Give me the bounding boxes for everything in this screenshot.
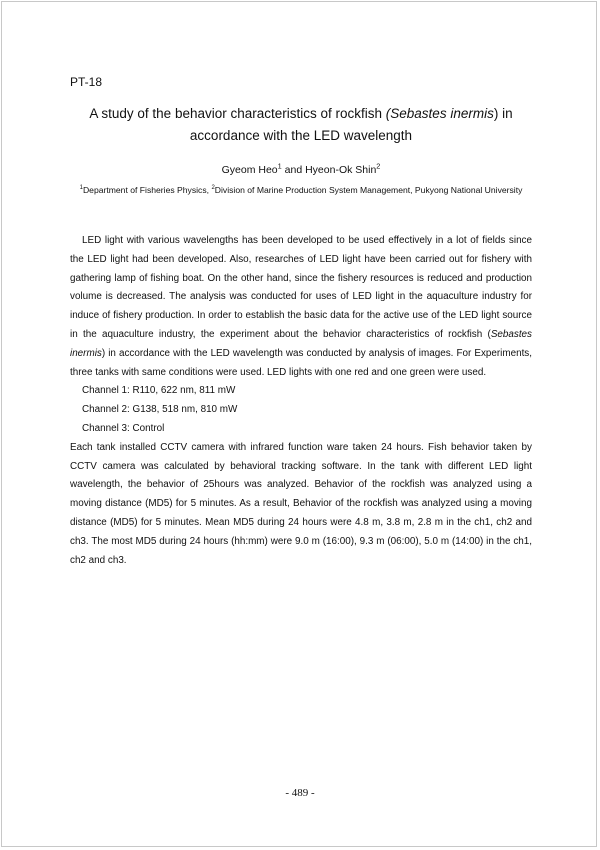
abstract-body (70, 232, 532, 570)
abstract-text: LED light with various wavelengths has been developed to be used effectively in a lot of fields since the LED light had been developed. Also, researches of LED light have been carried out for fishery with gathering lamp of fishing boat. On the other hand, since the fishery resources is reduced and production volume is decreased. The analysis was conducted for uses of LED light in the aquaculture industry for induce of fishery production. In order to establish the basic data for the active use of the LED light source in the aquaculture industry, the experiment about the behavior characteristics of rockfish ( (70, 235, 532, 340)
abstract-text-cont: ) in accordance with the LED wavelength was conducted by analysis of images. For Experiments, three tanks with same conditions were used. LED lights with one red and one green were used. (70, 347, 532, 378)
author-line (70, 161, 532, 176)
paper-title (60, 103, 542, 147)
title-species: (Sebastes inermis (385, 106, 494, 121)
abstract-paragraph-2: Each tank installed CCTV camera with infrared function ware taken 24 hours. Fish behavior taken by CCTV camera was calculated by behavioral tracking software. In the tank with different LED light wavelength, the behavior of 25hours was analyzed. Behavior of the rockfish was analyzed using a moving distance (MD5) for 5 minutes. As a result, Behavior of the rockfish was analyzed using a moving distance (MD5) for 5 minutes. Mean MD5 during 24 hours were 4.8 m, 3.8 m, 2.8 m in the ch1, ch2 and ch3. The most MD5 during 24 hours (hh:mm) were 9.0 m (16:00), 9.3 m (06:00), 5.0 m (14:00) in the ch1, ch2 and ch3. (70, 441, 532, 566)
author-2-mark: 2 (376, 161, 381, 171)
author-conjunction: and (281, 164, 306, 176)
paper-code: PT-18 (70, 75, 103, 89)
author-2: Hyeon-Ok Shin (305, 164, 377, 176)
affil-1: Department of Fisheries Physics, (82, 185, 212, 195)
channel-2: Channel 2: G138, 518 nm, 810 mW (82, 404, 238, 416)
affiliations (70, 183, 532, 198)
affil-1-mark: 1 (79, 185, 83, 192)
channel-1: Channel 1: R110, 622 nm, 811 mW (82, 385, 236, 397)
affil-2-mark: 2 (211, 185, 215, 192)
channel-3: Channel 3: Control (82, 422, 165, 434)
affil-2: Division of Marine Production System Management, Pukyong National University (214, 185, 523, 195)
title-text: A study of the behavior characteristics of rockfish (89, 106, 386, 121)
title-text-end: ) in accordance with the LED wavelength (189, 106, 513, 143)
abstract-species: Sebastes inermis (70, 328, 532, 359)
abstract-paragraph-1 (70, 232, 532, 382)
author-1: Gyeom Heo (221, 164, 278, 176)
page-number: - 489 - (285, 787, 315, 799)
author-1-mark: 1 (277, 161, 282, 171)
